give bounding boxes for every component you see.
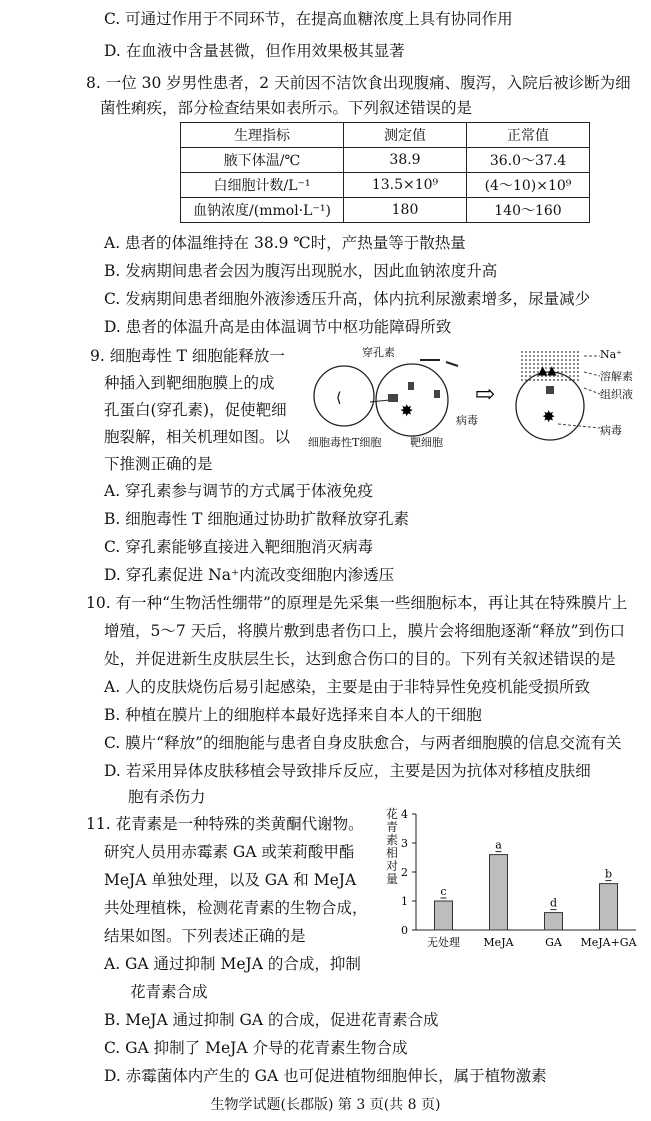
target-cell-label: 靶细胞 bbox=[410, 436, 443, 449]
lysozyme-label: 溶解素 bbox=[600, 370, 633, 383]
perforin-pore bbox=[408, 382, 414, 390]
q10-option-d-line2: 胞有杀伤力 bbox=[128, 788, 206, 806]
table-row bbox=[181, 198, 590, 223]
category-label: 无处理 bbox=[427, 936, 460, 949]
t-cell-nucleus: ⟨ bbox=[336, 390, 342, 406]
bar-significance-letter: c bbox=[440, 885, 447, 898]
category-label: GA bbox=[545, 936, 562, 949]
q11-stem-line3: MeJA 单独处理，以及 GA 和 MeJA bbox=[104, 871, 357, 889]
table-cell: 36.0～37.4 bbox=[467, 148, 590, 173]
q10-option-a: A. 人的皮肤烧伤后易引起感染，主要是由于非特异性免疫机能受损所致 bbox=[104, 678, 591, 696]
triangle-icon: ▲▲ bbox=[538, 363, 557, 377]
q10-option-b: B. 种植在膜片上的细胞样本最好选择来自本人的干细胞 bbox=[104, 706, 482, 724]
table-header: 正常值 bbox=[467, 123, 590, 148]
virus-icon: ✸ bbox=[400, 401, 414, 420]
q11-stem-line5: 结果如图。下列表述正确的是 bbox=[104, 927, 306, 945]
na-label: Na⁺ bbox=[600, 348, 622, 361]
y-tick-label: 0 bbox=[401, 924, 408, 937]
table-cell: 180 bbox=[344, 198, 467, 223]
q8-stem-line1: 8. 一位 30 岁男性患者，2 天前因不洁饮食出现腹痛、腹泻，入院后被诊断为细 bbox=[86, 74, 631, 92]
table-header-row bbox=[181, 123, 590, 148]
q8-option-a: A. 患者的体温维持在 38.9 ℃时，产热量等于散热量 bbox=[104, 234, 466, 252]
bar-significance-letter: b bbox=[604, 867, 613, 881]
q11-stem-line2: 研究人员用赤霉素 GA 或茉莉酸甲酯 bbox=[104, 843, 355, 861]
q8-option-b: B. 发病期间患者会因为腹泻出现脱水，因此血钠浓度升高 bbox=[104, 262, 498, 280]
bar bbox=[545, 913, 563, 930]
bar bbox=[435, 901, 453, 930]
bar bbox=[600, 884, 618, 930]
y-tick-label: 1 bbox=[401, 895, 408, 908]
q11-option-a-line1: A. GA 通过抑制 MeJA 的合成，抑制 bbox=[104, 955, 361, 973]
table-row bbox=[181, 173, 590, 198]
perforin-pore bbox=[388, 394, 398, 402]
q11-option-d: D. 赤霉菌体内产生的 GA 也可促进植物细胞伸长，属于植物激素 bbox=[104, 1067, 547, 1085]
q8-table bbox=[180, 122, 590, 223]
table-cell: 血钠浓度/(mmol·L⁻¹) bbox=[181, 198, 344, 223]
q11-stem-line4: 共处理植株，检测花青素的生物合成， bbox=[104, 899, 368, 917]
table-cell: (4～10)×10⁹ bbox=[467, 173, 590, 198]
bar-significance-letter: d bbox=[549, 896, 558, 910]
table-cell: 38.9 bbox=[344, 148, 467, 173]
chart-svg bbox=[384, 808, 644, 958]
q11-option-a-line2: 花青素合成 bbox=[130, 983, 208, 1001]
q9-stem-line5: 下推测正确的是 bbox=[104, 455, 213, 473]
table-header: 测定值 bbox=[344, 123, 467, 148]
q9-option-a: A. 穿孔素参与调节的方式属于体液免疫 bbox=[104, 482, 374, 500]
y-tick-label: 2 bbox=[401, 866, 408, 879]
q11-stem-line1: 11. 花青素是一种特殊的类黄酮代谢物。 bbox=[86, 815, 364, 833]
q8-option-d: D. 患者的体温升高是由体温调节中枢功能障碍所致 bbox=[104, 318, 452, 336]
t-cell-shape bbox=[314, 366, 374, 426]
table-cell: 140～160 bbox=[467, 198, 590, 223]
virus-icon: ✸ bbox=[542, 407, 556, 426]
q10-stem-line2: 增殖，5～7 天后，将膜片敷到患者伤口上，膜片会将细胞逐渐“释放”到伤口 bbox=[104, 622, 626, 640]
option-c: C. 可通过作用于不同环节，在提高血糖浓度上具有协同作用 bbox=[104, 10, 513, 28]
q10-option-d-line1: D. 若采用异体皮肤移植会导致排斥反应，主要是因为抗体对移植皮肤细 bbox=[104, 762, 591, 780]
leader-line bbox=[584, 388, 600, 394]
virus-label: 病毒 bbox=[456, 414, 478, 427]
q9-option-c: C. 穿孔素能够直接进入靶细胞消灭病毒 bbox=[104, 538, 374, 556]
category-label: MeJA+GA bbox=[580, 936, 637, 949]
y-tick-label: 3 bbox=[401, 837, 408, 850]
table-cell: 13.5×10⁹ bbox=[344, 173, 467, 198]
perforin-pore bbox=[434, 390, 440, 398]
q10-stem-line3: 处，并促进新生皮肤层生长，达到愈合伤口的目的。下列有关叙述错误的是 bbox=[104, 650, 616, 668]
q8-option-c: C. 发病期间患者细胞外液渗透压升高，体内抗利尿激素增多，尿量减少 bbox=[104, 290, 591, 308]
leader-line bbox=[584, 372, 600, 376]
virus2-label: 病毒 bbox=[600, 424, 622, 437]
bar bbox=[490, 855, 508, 930]
q9-option-d: D. 穿孔素促进 Na⁺内流改变细胞内渗透压 bbox=[104, 566, 395, 584]
y-tick-label: 4 bbox=[401, 808, 408, 821]
q11-option-c: C. GA 抑制了 MeJA 介导的花青素生物合成 bbox=[104, 1039, 408, 1057]
tissue-fluid-label: 组织液 bbox=[600, 388, 633, 401]
lysed-cell-shape bbox=[516, 372, 584, 440]
q9-stem-line4: 胞裂解，相关机理如图。以 bbox=[104, 428, 291, 446]
q10-option-c: C. 膜片“释放”的细胞能与患者自身皮肤愈合，与两者细胞膜的信息交流有关 bbox=[104, 734, 622, 752]
q9-option-b: B. 细胞毒性 T 细胞通过协助扩散释放穿孔素 bbox=[104, 510, 409, 528]
perforin-diagram bbox=[300, 342, 640, 452]
t-cell-label: 细胞毒性T细胞 bbox=[308, 436, 382, 449]
q10-stem-line1: 10. 有一种“生物活性绷带”的原理是先采集一些细胞标本，再让其在特殊膜片上 bbox=[86, 594, 628, 612]
q9-stem-line2: 种插入到靶细胞膜上的成 bbox=[104, 374, 275, 392]
membrane-mark bbox=[446, 362, 458, 366]
q8-stem-line2: 菌性痢疾，部分检查结果如表所示。下列叙述错误的是 bbox=[100, 99, 473, 117]
anthocyanin-chart bbox=[384, 808, 644, 958]
table-cell: 腋下体温/℃ bbox=[181, 148, 344, 173]
perforin-label: 穿孔素 bbox=[362, 346, 395, 359]
option-d: D. 在血液中含量甚微，但作用效果极其显著 bbox=[104, 42, 405, 60]
category-label: MeJA bbox=[483, 936, 514, 949]
q9-stem-line3: 孔蛋白(穿孔素)，促使靶细 bbox=[104, 401, 287, 419]
arrow-icon: ⇨ bbox=[475, 380, 496, 408]
q11-option-b: B. MeJA 通过抑制 GA 的合成，促进花青素合成 bbox=[104, 1011, 439, 1029]
perforin-pore bbox=[546, 386, 554, 394]
q9-stem-line1: 9. 细胞毒性 T 细胞能释放一 bbox=[90, 347, 285, 365]
table-cell: 白细胞计数/L⁻¹ bbox=[181, 173, 344, 198]
table-header: 生理指标 bbox=[181, 123, 344, 148]
page-footer: 生物学试题(长郡版) 第 3 页(共 8 页) bbox=[210, 1097, 441, 1113]
bar-significance-letter: a bbox=[495, 838, 502, 852]
table-row bbox=[181, 148, 590, 173]
chart-ylabel: 花青素相对量 bbox=[386, 807, 399, 886]
